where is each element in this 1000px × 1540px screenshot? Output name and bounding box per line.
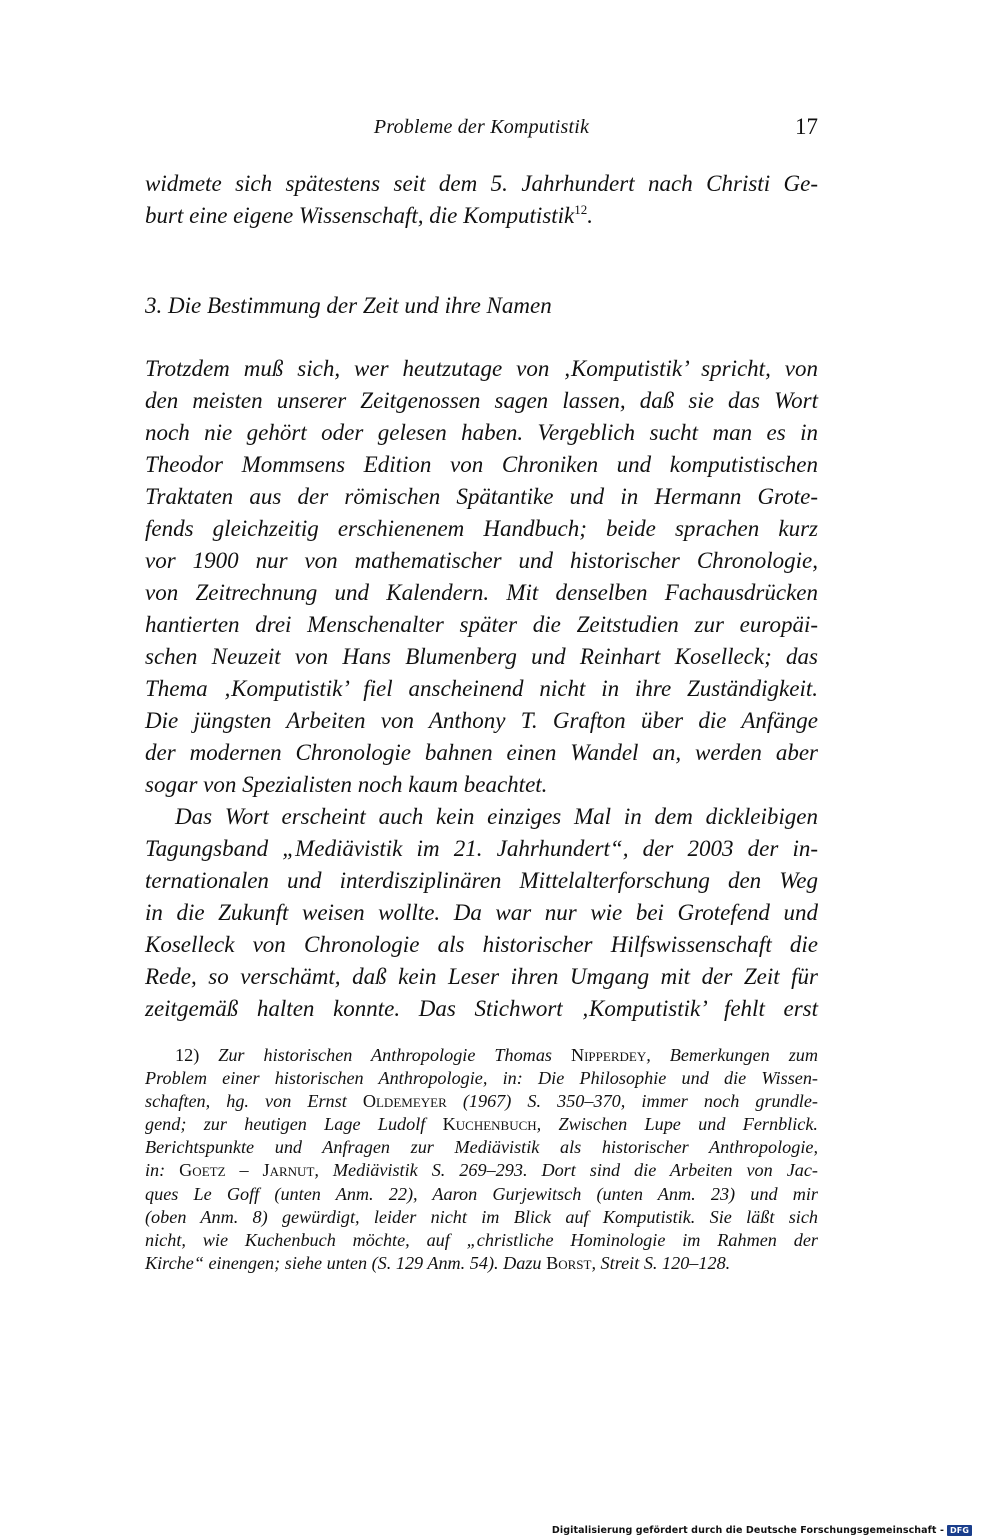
text-line: Koselleck von Chronologie als historischer Hilfswissenschaft die bbox=[145, 932, 818, 957]
text-line: Trotzdem muß sich, wer heutzutage von ‚Komputistik’ spricht, von bbox=[145, 356, 818, 381]
footnote-number: 12) bbox=[175, 1045, 200, 1065]
intro-paragraph bbox=[145, 168, 818, 232]
text-line: Thema ‚Komputistik’ fiel anscheinend nicht in ihre Zuständigkeit. bbox=[145, 676, 818, 701]
section-heading: 3. Die Bestimmung der Zeit und ihre Namen bbox=[145, 293, 552, 318]
text-line: Die jüngsten Arbeiten von Anthony T. Grafton über die Anfänge bbox=[145, 708, 818, 733]
text-line: ternationalen und interdisziplinären Mittelalterforschung den Weg bbox=[145, 868, 818, 893]
author-name: Kuchenbuch bbox=[442, 1114, 537, 1135]
text-line: zeitgemäß halten konnte. Das Stichwort ‚Komputistik’ fehlt erst bbox=[145, 996, 818, 1021]
footnote-line: Berichtspunkte und Anfragen zur Mediävistik als historischer Anthropologie, bbox=[145, 1137, 818, 1158]
text-line: den meisten unserer Zeitgenossen sagen lassen, daß sie das Wort bbox=[145, 388, 818, 413]
digitization-credit bbox=[552, 1525, 972, 1536]
text-line-end: . bbox=[587, 203, 594, 228]
footnote-line bbox=[145, 1113, 818, 1136]
footnote-text: , Bemerkungen zum bbox=[646, 1045, 819, 1065]
footnote-text: , Streit S. 120–128. bbox=[591, 1252, 731, 1273]
credit-text: Digitalisierung gefördert durch die Deutsche Forschungsgemeinschaft - bbox=[551, 1525, 945, 1536]
author-name: Borst bbox=[546, 1252, 592, 1273]
text-line: hantierten drei Menschenalter später die Zeitstudien zur europäi- bbox=[145, 612, 818, 637]
footnote-text: Kirche“ einengen; siehe unten (S. 129 Anm. 54). Dazu bbox=[145, 1252, 547, 1273]
footnote-text: Zur historischen Anthropologie Thomas bbox=[218, 1045, 571, 1065]
author-name: Goetz – Jarnut bbox=[179, 1160, 315, 1181]
text-line: fends gleichzeitig erschienenem Handbuch; beide sprachen kurz bbox=[145, 516, 818, 541]
text-line: Rede, so verschämt, daß kein Leser ihren Umgang mit der Zeit für bbox=[145, 964, 818, 989]
text-line: noch nie gehört oder gelesen haben. Vergeblich sucht man es in bbox=[145, 420, 818, 445]
author-name: Oldemeyer bbox=[362, 1091, 447, 1112]
text-line: der modernen Chronologie bahnen einen Wandel an, werden aber bbox=[145, 740, 818, 765]
footnote-block bbox=[145, 1044, 818, 1275]
footnote-line: (oben Anm. 8) gewürdigt, leider nicht im Blick auf Komputistik. Sie läßt sich bbox=[145, 1206, 818, 1227]
footnote-text: (1967) S. 350–370, immer noch grundle- bbox=[446, 1091, 818, 1112]
footnote-text: gend; zur heutigen Lage Ludolf bbox=[145, 1114, 443, 1135]
dfg-logo-icon: DFG bbox=[947, 1525, 972, 1536]
page-number: 17 bbox=[795, 114, 818, 139]
footnote-line: nicht, wie Kuchenbuch möchte, auf „christliche Hominologie im Rahmen der bbox=[145, 1229, 818, 1250]
text-line: vor 1900 nur von mathematischer und historischer Chronologie, bbox=[145, 548, 818, 573]
footnote-reference[interactable]: 12 bbox=[574, 202, 588, 217]
text-line: Traktaten aus der römischen Spätantike und in Hermann Grote- bbox=[145, 484, 818, 509]
text-line: Tagungsband „Mediävistik im 21. Jahrhundert“, der 2003 der in- bbox=[145, 836, 818, 861]
footnote-line bbox=[145, 1252, 818, 1275]
main-text bbox=[145, 353, 818, 1025]
text-line: in die Zukunft weisen wollte. Da war nur wie bei Grotefend und bbox=[145, 900, 818, 925]
footnote-line bbox=[145, 1044, 818, 1067]
text-line-content: burt eine eigene Wissenschaft, die Komputistik bbox=[145, 203, 575, 228]
footnote-line: ques Le Goff (unten Anm. 22), Aaron Gurjewitsch (unten Anm. 23) und mir bbox=[145, 1183, 818, 1204]
text-line: Das Wort erscheint auch kein einziges Mal in dem dickleibigen bbox=[175, 804, 818, 829]
text-line: widmete sich spätestens seit dem 5. Jahrhundert nach Christi Ge- bbox=[145, 171, 818, 196]
text-line bbox=[145, 200, 818, 232]
footnote-line bbox=[145, 1159, 818, 1182]
footnote-text: , Mediävistik S. 269–293. Dort sind die Arbeiten von Jac- bbox=[314, 1160, 818, 1181]
footnote-line bbox=[145, 1090, 818, 1113]
text-line: Theodor Mommsens Edition von Chroniken und komputistischen bbox=[145, 452, 818, 477]
text-line: sogar von Spezialisten noch kaum beachtet. bbox=[145, 772, 548, 797]
footnote-text: in: bbox=[145, 1160, 180, 1181]
author-name: Nipperdey bbox=[570, 1045, 647, 1065]
text-line: von Zeitrechnung und Kalendern. Mit denselben Fachausdrücken bbox=[145, 580, 818, 605]
running-head bbox=[145, 116, 818, 146]
footnote-text: schaften, hg. von Ernst bbox=[145, 1091, 363, 1112]
footnote-line: Problem einer historischen Anthropologie, in: Die Philosophie und die Wissen- bbox=[145, 1068, 818, 1089]
text-line: schen Neuzeit von Hans Blumenberg und Reinhart Koselleck; das bbox=[145, 644, 818, 669]
footnote-text: , Zwischen Lupe und Fernblick. bbox=[536, 1114, 818, 1135]
running-title: Probleme der Komputistik bbox=[373, 116, 590, 138]
